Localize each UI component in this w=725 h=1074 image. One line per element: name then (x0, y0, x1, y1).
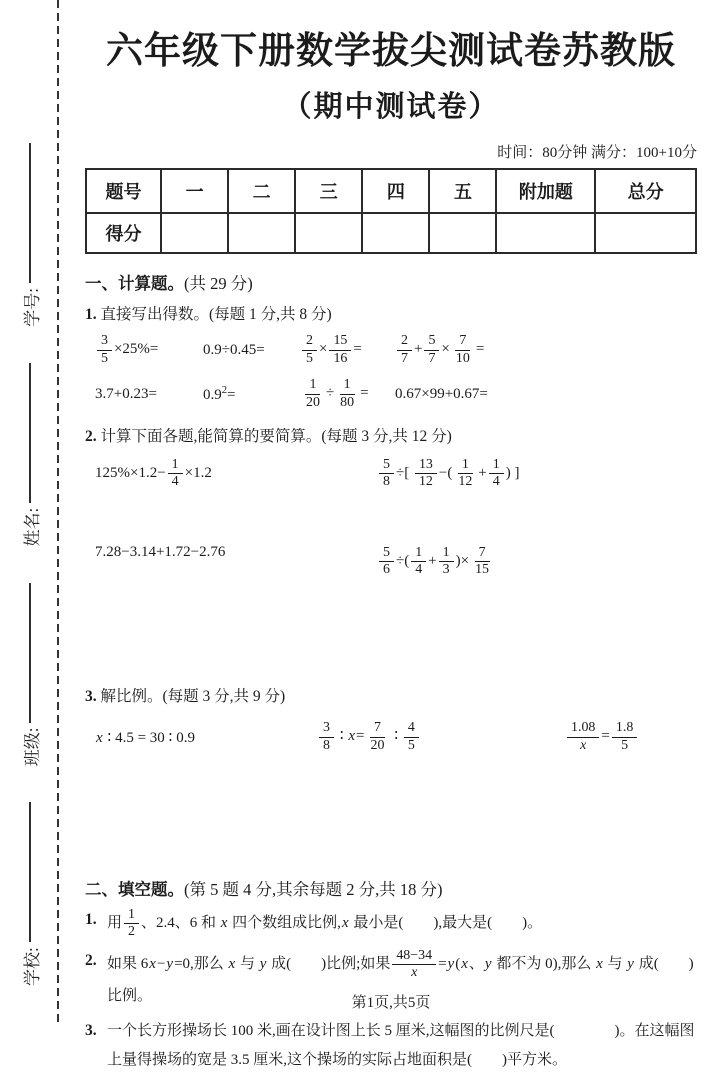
math-expression: $\frac{2}{5}$ × $\frac{15}{16}$ = (300, 332, 395, 367)
score-table-score-row (86, 213, 696, 253)
math-expression: $\frac{5}{6}$ ÷( $\frac{1}{4}$ + $\frac{1}{3}$ )× $\frac{7}{15}$ (377, 544, 697, 579)
question3-number: 3. (85, 688, 97, 705)
school-label: 学校: (22, 947, 42, 986)
school-fill-line (29, 802, 31, 942)
student-id-fill-line (29, 143, 31, 283)
binding-field-school (18, 802, 43, 986)
math-expression: $\frac{5}{8}$ ÷[ $\frac{13}{12}$ −( $\frac{1}{12}$ + $\frac{1}{4}$ ) ] (377, 456, 697, 491)
question2-number: 2. (85, 428, 97, 445)
math-expression: $\frac{2}{7}$ + $\frac{5}{7}$ × $\frac{7}{10}$ = (395, 332, 697, 367)
work-space (85, 632, 697, 676)
section2-points: (第 5 题 4 分,其余每题 2 分,共 18 分) (184, 880, 443, 899)
section2-number: 二、 (85, 881, 118, 899)
binding-edge-strip (4, 0, 56, 1024)
question3-heading (85, 684, 697, 706)
question1-text: 直接写出得数。(每题 1 分,共 8 分) (100, 306, 332, 323)
binding-field-class (18, 583, 43, 767)
section1-number: 一、 (85, 275, 118, 293)
score-table (85, 168, 697, 254)
fill-item-3-text: 一个长方形操场长 100 米,画在设计图上长 5 厘米,这幅图的比例尺是( )。在这幅图上量得操场的宽是 3.5 厘米,这个操场的实际占地面积是( )平方米。 (107, 1022, 695, 1068)
fill-item-1-number: 1. (85, 911, 97, 928)
score-header-cell: 附加题 (496, 169, 595, 213)
math-expression: 0.67×99+0.67= (395, 385, 488, 402)
score-header-cell: 四 (362, 169, 429, 213)
question3-text: 解比例。(每题 3 分,共 9 分) (100, 688, 286, 705)
math-expression: 7.28−3.14+1.72−2.76 (95, 544, 226, 560)
name-label: 姓名: (22, 507, 42, 547)
score-cell-blank (161, 213, 228, 253)
binding-field-name (18, 363, 43, 547)
math-expression: $\frac{3}{8}$ ∶ x= $\frac{7}{20}$ ∶ $\frac{4}{5}$ (317, 719, 565, 754)
score-cell-blank (496, 213, 595, 253)
exam-meta: 时间：80分钟 满分：100+10分 (497, 145, 697, 161)
exam-title: 六年级下册数学拔尖测试卷苏教版 (106, 31, 676, 72)
section1-points: (共 29 分) (184, 274, 253, 293)
seal-dashed-line (57, 0, 59, 1024)
score-table-header-row (86, 169, 696, 213)
score-cell-blank (429, 213, 496, 253)
section1-title: 计算题。 (118, 275, 184, 293)
score-header-cell: 一 (161, 169, 228, 213)
class-label: 班级: (22, 727, 42, 767)
section2-heading (85, 876, 697, 900)
math-expression: 125%×1.2− $\frac{1}{4}$ ×1.2 (95, 457, 212, 490)
fill-item-2-text: 如果 6x−y=0,那么 x 与 y 成( )比例;如果 $\frac{48-34}{x}$ =y(x、y 都不为 0),那么 x 与 y 成( )比例。 (107, 948, 694, 1005)
score-header-cell: 题号 (86, 169, 161, 213)
question3-expressions (85, 714, 697, 760)
work-space (85, 760, 697, 860)
page-footer: 第1页,共5页 (351, 995, 431, 1011)
score-header-cell: 五 (429, 169, 496, 213)
section2-title: 填空题。 (118, 881, 184, 899)
question2-heading (85, 424, 697, 446)
score-header-cell: 总分 (595, 169, 696, 213)
fill-item-3 (85, 1017, 697, 1074)
math-expression: $\frac{1}{20}$ ÷ $\frac{1}{80}$ = (306, 377, 369, 410)
fill-item-2-number: 2. (85, 952, 97, 970)
fill-item-1 (85, 906, 697, 941)
score-header-cell: 三 (295, 169, 362, 213)
class-fill-line (29, 583, 31, 723)
question1-heading (85, 302, 697, 324)
fill-item-1-text: 用 $\frac{1}{2}$ 、2.4、6 和 x 四个数组成比例,x 最小是( ),最大是( )。 (107, 907, 543, 940)
exam-page (85, 0, 697, 1074)
section1-heading (85, 270, 697, 294)
exam-subtitle: （期中测试卷） (282, 91, 500, 123)
math-expression: $0.9^2=$ (203, 384, 236, 403)
score-header-cell: 二 (228, 169, 295, 213)
question1-expressions (85, 328, 697, 416)
name-fill-line (29, 363, 31, 503)
score-cell-blank (362, 213, 429, 253)
binding-field-student-id (18, 143, 43, 327)
score-cell-blank (295, 213, 362, 253)
score-row-label: 得分 (86, 213, 161, 253)
question2-text: 计算下面各题,能简算的要简算。(每题 3 分,共 12 分) (100, 428, 452, 445)
math-expression: x ∶ 4.5 = 30 ∶ 0.9 (96, 729, 195, 746)
student-id-label: 学号: (22, 288, 42, 327)
math-expression: 3.7+0.23= (95, 385, 157, 402)
math-expression: $\frac{1.08}{x}$ = $\frac{1.8}{5}$ (565, 719, 697, 754)
score-cell-blank (228, 213, 295, 253)
fill-item-3-number: 3. (85, 1021, 97, 1039)
question2-expressions (85, 456, 697, 632)
math-expression: $\frac{3}{5}$ ×25%= (95, 332, 203, 367)
question1-number: 1. (85, 306, 97, 323)
math-expression: 0.9÷0.45= (203, 341, 265, 358)
score-cell-blank (595, 213, 696, 253)
